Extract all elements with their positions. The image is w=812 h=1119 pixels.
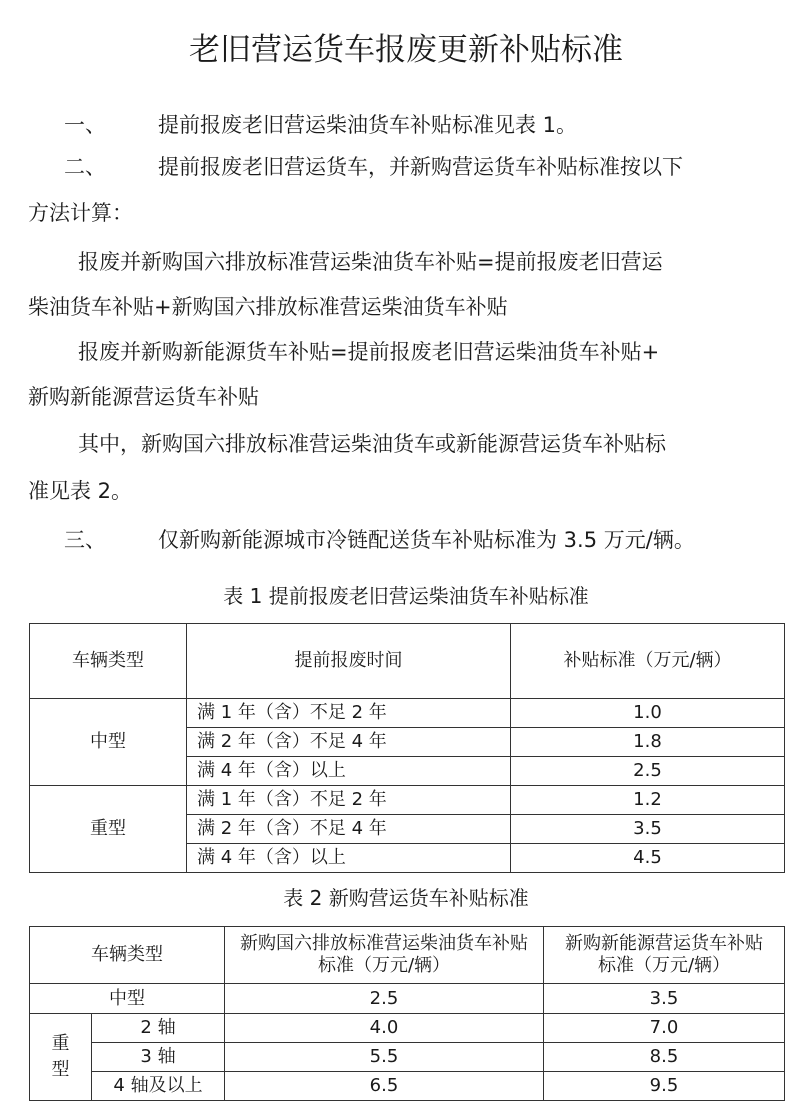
vehicle-type-cell: 中型 [30, 699, 187, 786]
value-cell: 3.5 [544, 984, 785, 1014]
value-cell: 4.5 [511, 844, 785, 873]
value-cell: 9.5 [544, 1072, 785, 1101]
value-cell: 3.5 [511, 815, 785, 844]
table-header: 提前报废时间 [187, 624, 511, 699]
table-header: 新购国六排放标准营运柴油货车补贴标准（万元/辆） [225, 927, 544, 984]
paragraph: 方法计算： [28, 201, 133, 225]
period-cell: 满 2 年（含）不足 4 年 [187, 815, 511, 844]
paragraph: 柴油货车补贴+新购国六排放标准营运柴油货车补贴 [28, 295, 508, 319]
table2-caption: 表 2 新购营运货车补贴标准 [283, 886, 529, 910]
value-cell: 5.5 [225, 1043, 544, 1072]
table1-caption: 表 1 提前报废老旧营运柴油货车补贴标准 [223, 584, 589, 608]
vehicle-type-cell: 重型 [30, 786, 187, 873]
axle-cell: 2 轴 [92, 1014, 225, 1043]
paragraph: 其中，新购国六排放标准营运柴油货车或新能源营运货车补贴标 [78, 432, 666, 456]
paragraph: 报废并新购新能源货车补贴=提前报废老旧营运柴油货车补贴+ [78, 340, 660, 364]
value-cell: 2.5 [225, 984, 544, 1014]
table-header: 新购新能源营运货车补贴标准（万元/辆） [544, 927, 785, 984]
value-cell: 7.0 [544, 1014, 785, 1043]
vehicle-type-cell: 重型 [30, 1014, 92, 1101]
paragraph-number: 一、 [64, 113, 106, 137]
value-cell: 2.5 [511, 757, 785, 786]
paragraph: 报废并新购国六排放标准营运柴油货车补贴=提前报废老旧营运 [78, 250, 663, 274]
value-cell: 6.5 [225, 1072, 544, 1101]
paragraph: 新购新能源营运货车补贴 [28, 385, 259, 409]
period-cell: 满 4 年（含）以上 [187, 844, 511, 873]
axle-cell: 3 轴 [92, 1043, 225, 1072]
value-cell: 1.0 [511, 699, 785, 728]
value-cell: 8.5 [544, 1043, 785, 1072]
table-header: 车辆类型 [30, 927, 225, 984]
period-cell: 满 2 年（含）不足 4 年 [187, 728, 511, 757]
period-cell: 满 1 年（含）不足 2 年 [187, 699, 511, 728]
paragraph: 提前报废老旧营运柴油货车补贴标准见表 1。 [158, 113, 578, 137]
axle-cell: 4 轴及以上 [92, 1072, 225, 1101]
table-header: 补贴标准（万元/辆） [511, 624, 785, 699]
table2 [29, 926, 785, 1101]
paragraph: 准见表 2。 [28, 479, 133, 503]
value-cell: 1.8 [511, 728, 785, 757]
period-cell: 满 4 年（含）以上 [187, 757, 511, 786]
vehicle-type-cell: 中型 [30, 984, 225, 1014]
paragraph-number: 二、 [64, 155, 106, 179]
table-header: 车辆类型 [30, 624, 187, 699]
period-cell: 满 1 年（含）不足 2 年 [187, 786, 511, 815]
value-cell: 4.0 [225, 1014, 544, 1043]
paragraph: 提前报废老旧营运货车，并新购营运货车补贴标准按以下 [158, 155, 683, 179]
value-cell: 1.2 [511, 786, 785, 815]
table1 [29, 623, 785, 873]
document-title: 老旧营运货车报废更新补贴标准 [189, 32, 623, 68]
paragraph: 仅新购新能源城市冷链配送货车补贴标准为 3.5 万元/辆。 [158, 528, 695, 552]
paragraph-number: 三、 [64, 528, 106, 552]
